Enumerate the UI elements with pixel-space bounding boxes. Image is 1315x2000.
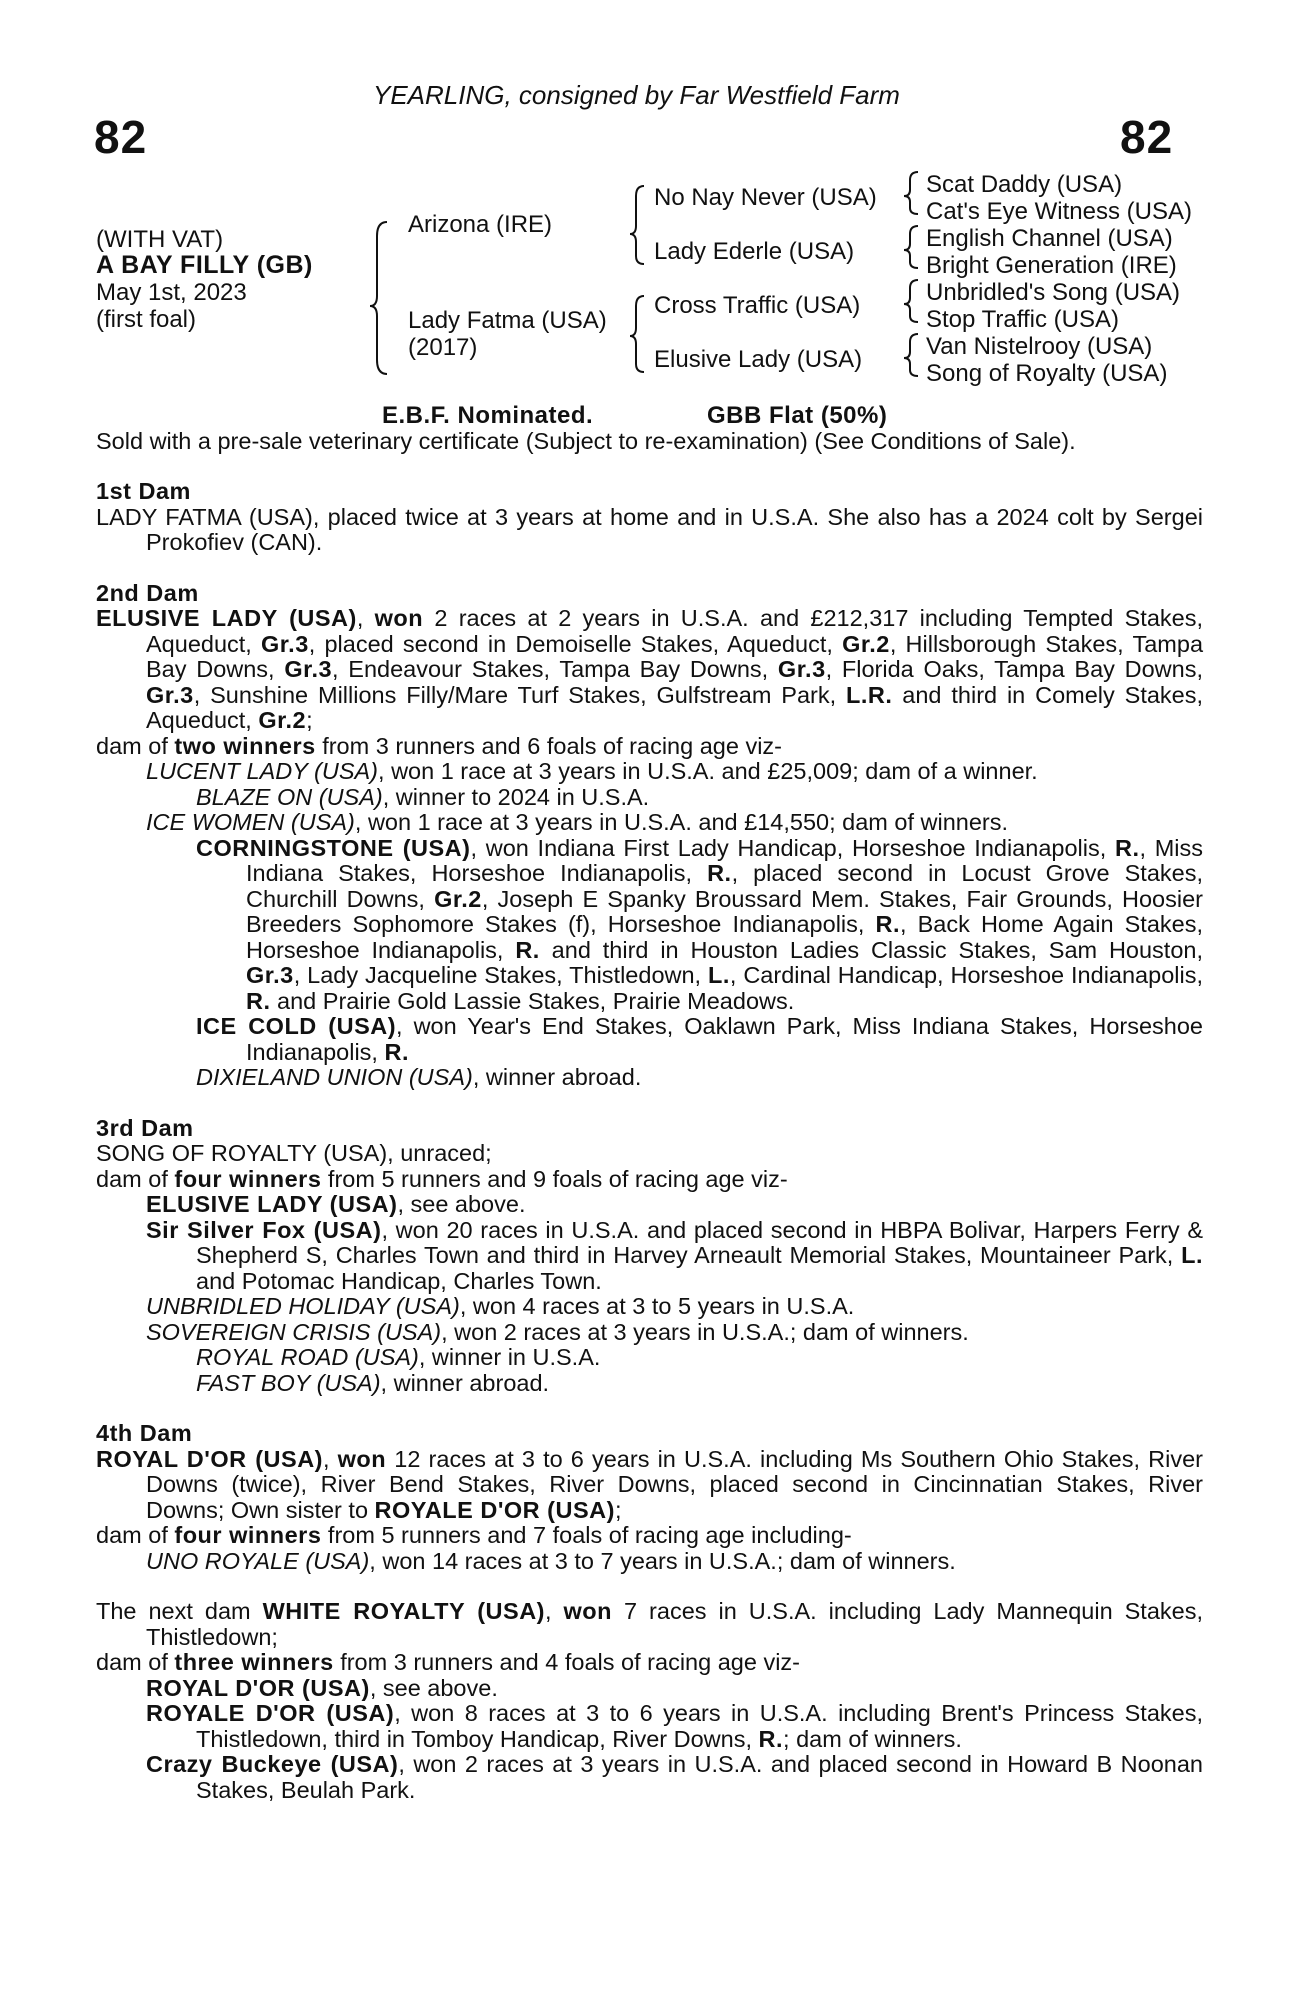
pedigree-text — [96, 479, 1203, 1803]
sire-sire: No Nay Never (USA) — [654, 184, 877, 211]
fourth-dam-heading: 4th Dam — [96, 1420, 193, 1446]
horse-foal-note: (first foal) — [96, 306, 197, 333]
next-dam-produce: dam of three winners from 3 runners and 4 foals of racing age viz- — [96, 1649, 800, 1675]
vat-note: (WITH VAT) — [96, 226, 224, 253]
dam-sire-sire: Unbridled's Song (USA) — [926, 279, 1181, 306]
sire-dam-sire: English Channel (USA) — [926, 225, 1173, 252]
sire-dam: Lady Ederle (USA) — [654, 238, 855, 265]
royale-dor-entry: ROYALE D'OR (USA), won 8 races at 3 to 6 years in U.S.A. including Brent's Princess Stakes, Thistledown, third in Tomboy Handicap, River Downs, R.; dam of winners. — [146, 1700, 1203, 1752]
dam-year: (2017) — [408, 334, 478, 361]
lot-number-right: 82 — [1120, 111, 1174, 163]
gbb-note: GBB Flat (50%) — [707, 402, 888, 429]
royal-road-entry: ROYAL ROAD (USA), winner in U.S.A. — [196, 1344, 601, 1370]
ebf-nomination: E.B.F. Nominated. — [382, 402, 594, 429]
fourth-dam-produce: dam of four winners from 5 runners and 7 foals of racing age including- — [96, 1522, 852, 1548]
sovereign-crisis-entry: SOVEREIGN CRISIS (USA), won 2 races at 3 years in U.S.A.; dam of winners. — [146, 1318, 969, 1345]
first-dam-heading: 1st Dam — [96, 478, 191, 504]
second-dam-record: ELUSIVE LADY (USA), won 2 races at 2 years in U.S.A. and £212,317 including Tempted Stakes, Aqueduct, Gr.3, placed second in Demoiselle Stakes, Aqueduct, Gr.2, Hillsborough Stakes, Tampa Bay Downs, Gr.3, Endeavour Stakes, Tampa Bay Downs, Gr.3, Florida Oaks, Tampa Bay Downs, Gr.3, Sunshine Millions Filly/Mare Turf Stakes, Gulfstream Park, L.R. and third in Comely Stakes, Aqueduct, Gr.2; — [96, 605, 1204, 733]
dixieland-union-entry: DIXIELAND UNION (USA), winner abroad. — [196, 1064, 642, 1090]
ice-cold-entry: ICE COLD (USA), won Year's End Stakes, Oaklawn Park, Miss Indiana Stakes, Horseshoe Indianapolis, R. — [196, 1013, 1203, 1065]
royal-dor-entry: ROYAL D'OR (USA), see above. — [146, 1674, 498, 1701]
second-dam-heading: 2nd Dam — [96, 579, 199, 606]
ice-women-entry: ICE WOMEN (USA), won 1 race at 3 years in U.S.A. and £14,550; dam of winners. — [146, 809, 1009, 835]
catalogue-subtitle: YEARLING, consigned by Far Westfield Farm — [373, 80, 900, 110]
sire-name: Arizona (IRE) — [408, 211, 553, 238]
dam-sire-dam: Stop Traffic (USA) — [926, 306, 1119, 333]
fast-boy-entry: FAST BOY (USA), winner abroad. — [196, 1369, 550, 1396]
second-dam-name: ELUSIVE LADY (USA) — [96, 605, 357, 631]
first-dam-text: LADY FATMA (USA), placed twice at 3 years at home and in U.S.A. She also has a 2024 colt by Sergei Prokofiev (CAN). — [96, 503, 1203, 555]
sir-silver-fox-entry: Sir Silver Fox (USA), won 20 races in U.S.A. and placed second in HBPA Bolivar, Harpers Ferry & Shepherd S, Charles Town and third in Harvey Arneault Memorial Stakes, Mountaineer Park, L. and Potomac Handicap, Charles Town. — [146, 1216, 1203, 1294]
third-dam-produce: dam of four winners from 5 runners and 9 foals of racing age viz- — [96, 1165, 788, 1192]
dam-dam-sire: Van Nistelrooy (USA) — [926, 333, 1153, 360]
sire-dam-dam: Bright Generation (IRE) — [926, 252, 1177, 279]
lucent-lady-entry: LUCENT LADY (USA), won 1 race at 3 years in U.S.A. and £25,009; dam of a winner. — [146, 758, 1038, 784]
dam-dam: Elusive Lady (USA) — [654, 346, 863, 373]
crazy-buckeye-entry: Crazy Buckeye (USA), won 2 races at 3 years in U.S.A. and placed second in Howard B Noonan Stakes, Beulah Park. — [146, 1751, 1203, 1803]
uno-royale-entry: UNO ROYALE (USA), won 14 races at 3 to 7 years in U.S.A.; dam of winners. — [146, 1547, 956, 1574]
sold-note: Sold with a pre-sale veterinary certificate (Subject to re-examination) (See Conditions of Sale). — [96, 428, 1076, 454]
unbridled-holiday-entry: UNBRIDLED HOLIDAY (USA), won 4 races at 3 to 5 years in U.S.A. — [146, 1293, 855, 1319]
horse-dob: May 1st, 2023 — [96, 279, 247, 306]
sire-sire-dam: Cat's Eye Witness (USA) — [926, 198, 1192, 225]
fourth-dam-record: ROYAL D'OR (USA), won 12 races at 3 to 6 years in U.S.A. including Ms Southern Ohio Stakes, River Downs (twice), River Bend Stakes, River Downs, placed second in Cincinnatian Stakes, River Downs; Own sister to ROYALE D'OR (USA); — [96, 1445, 1203, 1523]
second-dam-produce: dam of two winners from 3 runners and 6 foals of racing age viz- — [96, 732, 782, 759]
horse-name: A BAY FILLY (GB) — [96, 251, 313, 279]
dam-name: Lady Fatma (USA) — [408, 307, 607, 334]
blaze-on-entry: BLAZE ON (USA), winner to 2024 in U.S.A. — [196, 783, 650, 810]
dam-dam-dam: Song of Royalty (USA) — [926, 360, 1168, 387]
won-word: won — [374, 605, 424, 631]
dam-sire: Cross Traffic (USA) — [654, 292, 861, 319]
next-dam-record: The next dam WHITE ROYALTY (USA), won 7 races in U.S.A. including Lady Mannequin Stakes, Thistledown; — [96, 1598, 1203, 1650]
third-dam-record: SONG OF ROYALTY (USA), unraced; — [96, 1140, 492, 1166]
lot-number-left: 82 — [94, 111, 148, 163]
elusive-lady-entry: ELUSIVE LADY (USA), see above. — [146, 1191, 526, 1217]
sire-sire-sire: Scat Daddy (USA) — [926, 171, 1123, 198]
third-dam-heading: 3rd Dam — [96, 1114, 194, 1141]
corningstone-entry: CORNINGSTONE (USA), won Indiana First Lady Handicap, Horseshoe Indianapolis, R., Miss Indiana Stakes, Horseshoe Indianapolis, R., placed second in Locust Grove Stakes, Churchill Downs, Gr.2, Joseph E Spanky Broussard Mem. Stakes, Fair Grounds, Hoosier Breeders Sophomore Stakes (f), Horseshoe Indianapolis, R., Back Home Again Stakes, Horseshoe Indianapolis, R. and third in Houston Ladies Classic Stakes, Sam Houston, Gr.3, Lady Jacqueline Stakes, Thistledown, L., Cardinal Handicap, Horseshoe Indianapolis, R. and Prairie Gold Lassie Stakes, Prairie Meadows. — [196, 834, 1204, 1014]
